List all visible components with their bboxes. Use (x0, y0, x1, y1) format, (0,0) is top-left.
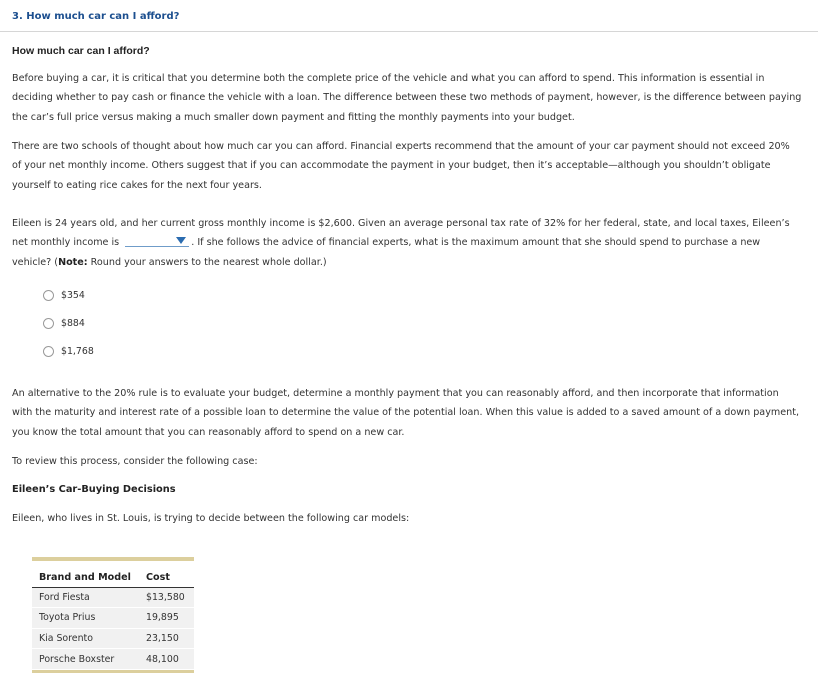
case-heading: Eileen’s Car-Buying Decisions (12, 484, 176, 495)
case-intro: Eileen, who lives in St. Louis, is trying to decide between the following car models: (12, 513, 410, 524)
intro-paragraph-1: Before buying a car, it is critical that you determine both the complete price of the vehicle and what you can afford to spend. This information is essential in deciding whether to pay cash or finance the vehicle with a loan. The difference between these two methods of payment, however, is the difference between paying the car’s full price versus making a much smaller down payment and fitting the monthly payments into your budget. (12, 73, 802, 123)
car-model: Toyota Prius (32, 608, 138, 629)
review-text: To review this process, consider the following case: (12, 456, 258, 467)
table-row (32, 608, 194, 629)
answer-option-1[interactable] (43, 290, 85, 301)
note-label: Note: (58, 256, 88, 268)
question-title: 3. How much car can I afford? (12, 11, 180, 22)
radio-button[interactable] (43, 290, 54, 301)
car-cost: $13,580 (138, 587, 194, 608)
radio-button[interactable] (43, 318, 54, 329)
answer-option-label: $1,768 (61, 346, 94, 357)
answer-option-label: $354 (61, 290, 85, 301)
table-row (32, 587, 194, 608)
header-divider (0, 31, 818, 32)
intro-paragraph-2: There are two schools of thought about how much car you can afford. Financial experts recommend that the amount of your car payment should not exceed 20% of your net monthly income. Others suggest that if you can accommodate the payment in your budget, then it’s acceptable—although you shouldn’t obligate yourself to eating rice cakes for the next four years. (12, 141, 790, 191)
answer-option-3[interactable] (43, 346, 94, 357)
section-heading: How much car can I afford? (12, 45, 150, 57)
net-income-dropdown[interactable] (125, 235, 189, 247)
car-cost: 23,150 (138, 628, 194, 649)
column-header-cost: Cost (138, 561, 194, 587)
problem-text-after: . If she follows the advice of financial experts, what is the maximum amount that she should spend to purchase a new vehicle? ( (12, 237, 761, 268)
problem-text-before: Eileen is 24 years old, and her current gross monthly income is $2,600. Given an average personal tax rate of 32% for her federal, state, and local taxes, Eileen’s net monthly income is (12, 218, 790, 249)
table-row (32, 628, 194, 649)
car-model: Porsche Boxster (32, 649, 138, 670)
table-row (32, 649, 194, 670)
column-header-model: Brand and Model (32, 561, 138, 587)
car-models-table (32, 557, 194, 674)
car-cost: 19,895 (138, 608, 194, 629)
answer-option-2[interactable] (43, 318, 85, 329)
note-text: Round your answers to the nearest whole dollar.) (87, 256, 327, 268)
car-cost: 48,100 (138, 649, 194, 670)
car-model: Ford Fiesta (32, 587, 138, 608)
alternative-paragraph: An alternative to the 20% rule is to evaluate your budget, determine a monthly payment that you can reasonably afford, and then incorporate that information with the maturity and interest rate of a possible loan to determine the value of the potential loan. When this value is added to a saved amount of a down payment, you know the total amount that you can reasonably afford to spend on a new car. (12, 388, 800, 438)
answer-option-label: $884 (61, 318, 85, 329)
table-header-row (32, 561, 194, 587)
problem-paragraph (12, 214, 802, 272)
radio-button[interactable] (43, 346, 54, 357)
chevron-down-icon (176, 237, 186, 244)
car-model: Kia Sorento (32, 628, 138, 649)
